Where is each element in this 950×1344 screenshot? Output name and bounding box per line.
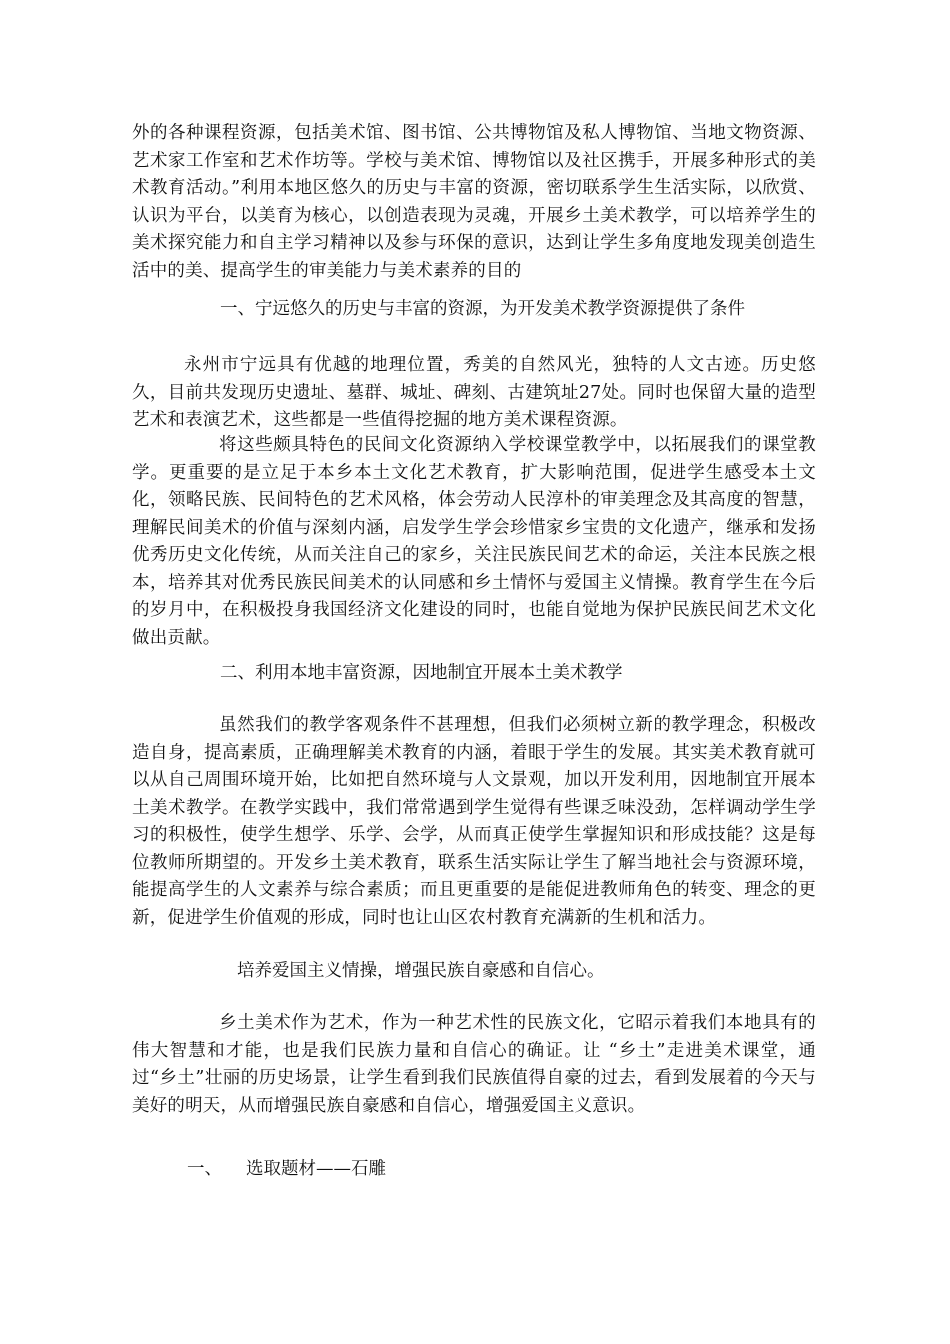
section-1-paragraph-2: 将这些颇具特色的民间文化资源纳入学校课堂教学中，以拓展我们的课堂教学。更重要的是立足于本乡本土文化艺术教育，扩大影响范围，促进学生感受本土文化，领略民族、民间特色的艺术风格，体会劳动人民淳朴的审美理念及其高度的智慧，理解民间美术的价值与深刻内涵，启发学生学会珍惜家乡宝贵的文化遗产，继承和发扬优秀历史文化传统，从而关注自己的家乡，关注民族民间艺术的命运，关注本民族之根本，培养其对优秀民族民间美术的认同感和乡土情怀与爱国主义情操。教育学生在今后的岁月中，在积极投身我国经济文化建设的同时，也能自觉地为保护民族民间艺术文化做出贡献。	[132, 435, 816, 648]
section-heading-2: 二、利用本地丰富资源，因地制宜开展本土美术教学	[220, 663, 623, 683]
section-3-paragraph: 乡土美术作为艺术，作为一种艺术性的民族文化，它昭示着我们本地具有的伟大智慧和才能，也是我们民族力量和自信心的确证。让 “乡土”走进美术课堂，通过“乡土”壮丽的历史场景，让学生看到我们民族值得自豪的过去，看到发展着的今天与美好的明天，从而增强民族自豪感和自信心，增强爱国主义意识。	[132, 1013, 816, 1116]
section-heading-4-text: 选取题材——石雕	[246, 1159, 386, 1179]
section-1-paragraph-1: 永州市宁远具有优越的地理位置，秀美的自然风光，独特的人文古迹。历史悠久，目前共发现历史遗址、墓群、城址、碑刻、古建筑址27处。同时也保留大量的造型艺术和表演艺术，这些都是一些值得挖掘的地方美术课程资源。	[132, 355, 816, 430]
section-heading-3: 培养爱国主义情操，增强民族自豪感和自信心。	[237, 961, 605, 981]
section-heading-4-number: 一、	[187, 1159, 222, 1179]
section-2-paragraph: 虽然我们的教学客观条件不甚理想，但我们必须树立新的教学理念，积极改造自身，提高素质，正确理解美术教育的内涵，着眼于学生的发展。其实美术教育就可以从自己周围环境开始，比如把自然环境与人文景观，加以开发利用，因地制宜开展本土美术教学。在教学实践中，我们常常遇到学生觉得有些课乏味没劲，怎样调动学生学习的积极性，使学生想学、乐学、会学，从而真正使学生掌握知识和形成技能？这是每位教师所期望的。开发乡土美术教育，联系生活实际让学生了解当地社会与资源环境，能提高学生的人文素养与综合素质；而且更重要的是能促进教师角色的转变、理念的更新，促进学生价值观的形成，同时也让山区农村教育充满新的生机和活力。	[132, 715, 816, 928]
section-heading-1: 一、宁远悠久的历史与丰富的资源，为开发美术教学资源提供了条件	[220, 299, 745, 319]
intro-paragraph: 外的各种课程资源，包括美术馆、图书馆、公共博物馆及私人博物馆、当地文物资源、艺术家工作室和艺术作坊等。学校与美术馆、博物馆以及社区携手，开展多种形式的美术教育活动。”利用本地区悠久的历史与丰富的资源，密切联系学生生活实际，以欣赏、认识为平台，以美育为核心，以创造表现为灵魂，开展乡土美术教学，可以培养学生的美术探究能力和自主学习精神以及参与环保的意识，达到让学生多角度地发现美创造生活中的美、提高学生的审美能力与美术素养的目的	[132, 123, 816, 281]
